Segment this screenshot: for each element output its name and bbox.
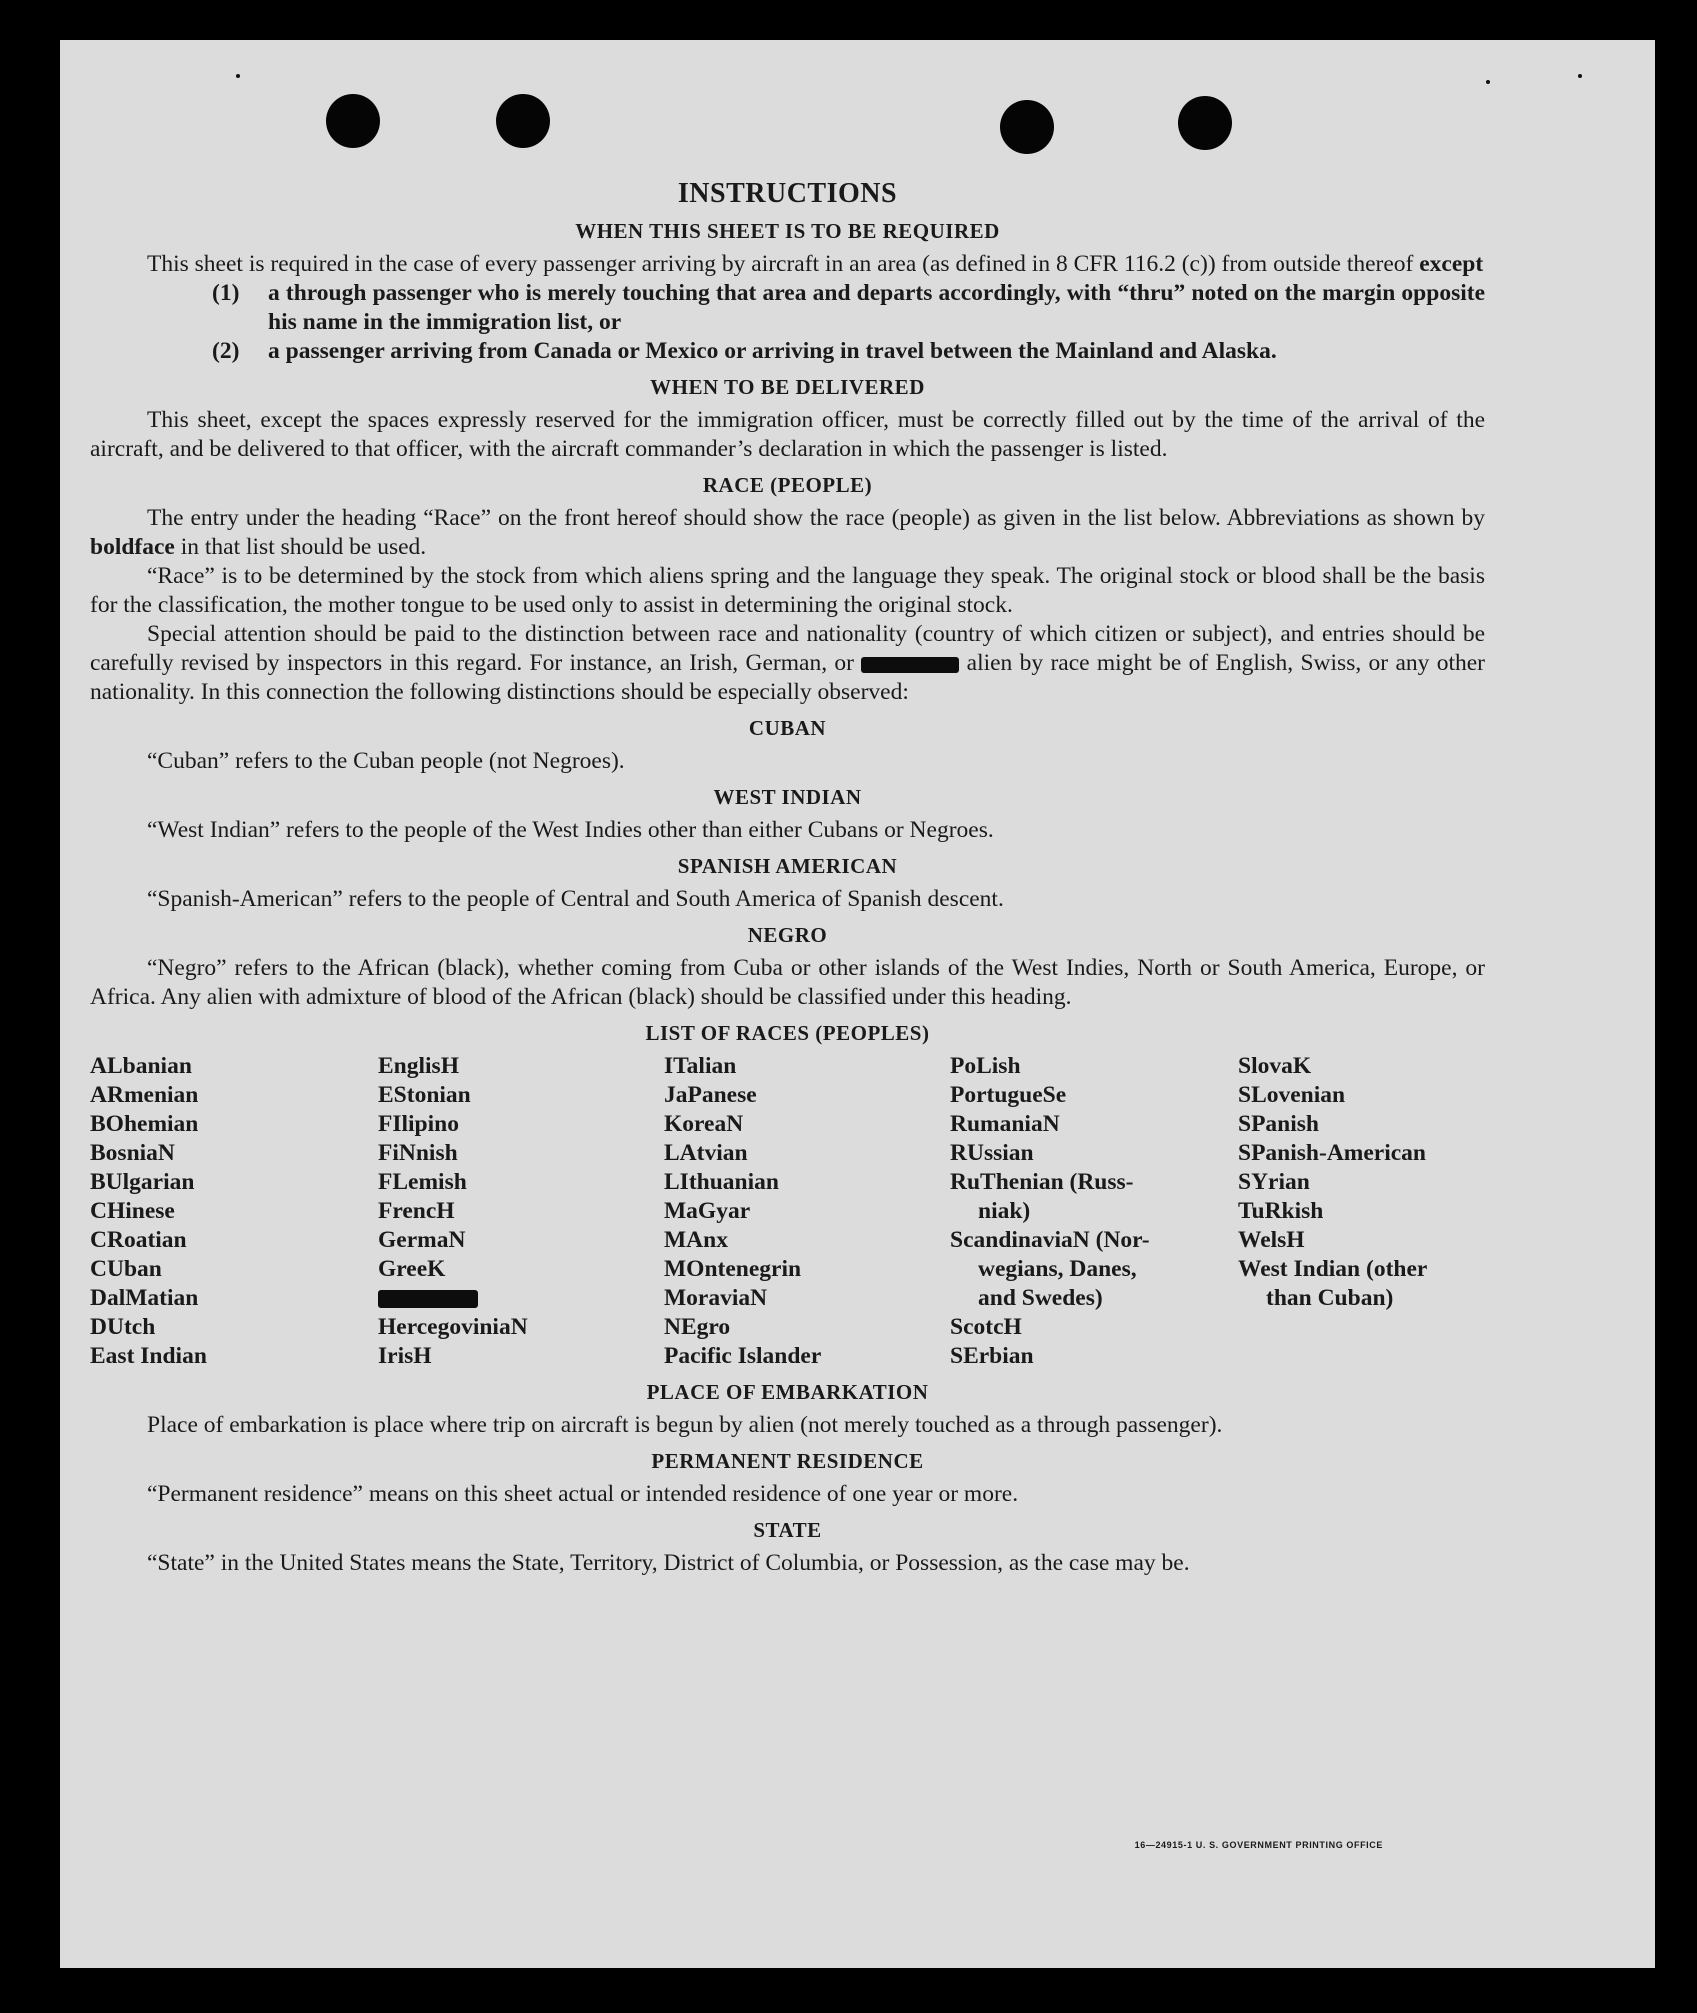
race-entry: DalMatian (90, 1285, 199, 1311)
race-column-4 (950, 1052, 1238, 1371)
race-entry: PoLish (950, 1053, 1021, 1079)
negro-paragraph: “Negro” refers to the African (black), whether coming from Cuba or other islands of the West Indies, North or South America, Europe, or Africa. Any alien with admixture of blood of the African (black) should be classified under this heading. (90, 955, 1485, 1010)
race-entry: DUtch (90, 1314, 156, 1340)
section-heading-race-list: LIST OF RACES (PEOPLES) (645, 1021, 930, 1045)
section-heading-delivered: WHEN TO BE DELIVERED (650, 375, 925, 399)
punch-hole (326, 94, 380, 148)
residence-paragraph: “Permanent residence” means on this sheet actual or intended residence of one year or more. (147, 1481, 1019, 1507)
race-entry: PortugueSe (950, 1082, 1067, 1108)
race-entry-continued: niak) (978, 1198, 1031, 1224)
spanish-american-paragraph: “Spanish-American” refers to the people of Central and South America of Spanish descent. (147, 886, 1004, 912)
race-column-1 (90, 1052, 378, 1371)
section-heading-spanish-american: SPANISH AMERICAN (677, 854, 898, 878)
required-paragraph: This sheet is required in the case of every passenger arriving by aircraft in an area (as defined in 8 CFR 116.2 (c)) from outside thereof except (147, 251, 1484, 277)
race-entry: CHinese (90, 1198, 175, 1224)
race-entry: West Indian (other (1238, 1256, 1428, 1282)
section-heading-race: RACE (PEOPLE) (702, 473, 873, 497)
race-entry: BOhemian (90, 1111, 199, 1137)
instructions-content (90, 178, 1485, 1578)
race-entry: ScandinaviaN (Nor- (950, 1227, 1150, 1253)
race-entry: RumaniaN (950, 1111, 1060, 1137)
cuban-paragraph: “Cuban” refers to the Cuban people (not Negroes). (147, 748, 625, 774)
state-paragraph: “State” in the United States means the State, Territory, District of Columbia, or Possession, as the case may be. (147, 1550, 1190, 1576)
race-entry: SlovaK (1238, 1053, 1312, 1079)
race-entry: SPanish (1238, 1111, 1319, 1137)
race-entry: JaPanese (664, 1082, 757, 1108)
race-entry: SYrian (1238, 1169, 1310, 1195)
race-entry: GermaN (378, 1227, 466, 1253)
page-title: INSTRUCTIONS (677, 178, 898, 209)
exception-item-1: (1) a through passenger who is merely touching that area and departs accordingly, with “thru” noted on the margin opposite his name in the immigration list, or (212, 280, 1485, 335)
race-entry: GreeK (378, 1256, 446, 1282)
race-entry: ARmenian (90, 1082, 199, 1108)
redacted-race-entry (378, 1284, 664, 1313)
race-entry: HercegoviniaN (378, 1314, 528, 1340)
section-heading-residence: PERMANENT RESIDENCE (651, 1449, 924, 1473)
punch-hole (496, 94, 550, 148)
ink-speck (236, 74, 240, 78)
race-entry: Pacific Islander (664, 1343, 822, 1369)
section-heading-cuban: CUBAN (748, 716, 827, 740)
race-paragraph-3: Special attention should be paid to the distinction between race and nationality (country of which citizen or subject), and entries should be carefully revised by inspectors in this regard. For instance, an Irish, German, or alien by race might be of English, Swiss, or any other nationality. In this connection the following distinctions should be especially observed: (90, 621, 1485, 705)
race-entry: RuThenian (Russ- (950, 1169, 1134, 1195)
race-entry: FLemish (378, 1169, 467, 1195)
section-heading-negro: NEGRO (747, 923, 828, 947)
race-entry: TuRkish (1238, 1198, 1324, 1224)
ink-speck (1578, 74, 1582, 78)
race-entry: SLovenian (1238, 1082, 1346, 1108)
printing-office-code: 16—24915-1 U. S. GOVERNMENT PRINTING OFFICE (1134, 1840, 1383, 1850)
race-entry: ScotcH (950, 1314, 1022, 1340)
section-heading-state: STATE (753, 1518, 822, 1542)
race-entry: WelsH (1238, 1227, 1305, 1253)
race-entry: FiNnish (378, 1140, 458, 1166)
race-entry: KoreaN (664, 1111, 744, 1137)
delivered-paragraph: This sheet, except the spaces expressly reserved for the immigration officer, must be correctly filled out by the time of the arrival of the aircraft, and be delivered to that officer, with the aircraft commander’s declaration in which the passenger is listed. (90, 407, 1485, 462)
race-entry: SPanish-American (1238, 1140, 1426, 1166)
race-entry: East Indian (90, 1343, 207, 1369)
west-indian-paragraph: “West Indian” refers to the people of the West Indies other than either Cubans or Negroes. (147, 817, 994, 843)
race-paragraph-1: The entry under the heading “Race” on the front hereof should show the race (people) as given in the list below. Abbreviations as shown by boldface in that list should be used. (90, 505, 1485, 560)
section-heading-embarkation: PLACE OF EMBARKATION (646, 1380, 929, 1404)
race-entry-continued: and Swedes) (978, 1285, 1103, 1311)
race-entry: MAnx (664, 1227, 728, 1253)
race-entry: EnglisH (378, 1053, 459, 1079)
section-heading-west-indian: WEST INDIAN (713, 785, 862, 809)
race-entry: CRoatian (90, 1227, 187, 1253)
race-column-2 (378, 1052, 664, 1371)
race-column-5 (1238, 1052, 1485, 1371)
race-entry: BUlgarian (90, 1169, 195, 1195)
race-entry: BosniaN (90, 1140, 175, 1166)
race-entry: NEgro (664, 1314, 731, 1340)
race-entry: RUssian (950, 1140, 1034, 1166)
race-entry-continued: wegians, Danes, (978, 1256, 1137, 1282)
race-entry: LAtvian (664, 1140, 748, 1166)
redaction-mark (861, 657, 959, 673)
race-column-3 (664, 1052, 950, 1371)
race-entry: FrencH (378, 1198, 455, 1224)
redaction-mark (378, 1290, 478, 1308)
race-entry: ITalian (664, 1053, 737, 1079)
ink-speck (1486, 80, 1490, 84)
race-entry: MoraviaN (664, 1285, 768, 1311)
document-sheet (60, 40, 1655, 1968)
race-entry-continued: than Cuban) (1266, 1285, 1394, 1311)
punch-hole (1000, 100, 1054, 154)
punch-hole (1178, 96, 1232, 150)
race-list (90, 1052, 1485, 1371)
race-entry: FIlipino (378, 1111, 459, 1137)
race-entry: EStonian (378, 1082, 471, 1108)
section-heading-required: WHEN THIS SHEET IS TO BE REQUIRED (575, 219, 1000, 243)
race-entry: MaGyar (664, 1198, 751, 1224)
race-paragraph-2: “Race” is to be determined by the stock from which aliens spring and the language they speak. The original stock or blood shall be the basis for the classification, the mother tongue to be used only to assist in determining the original stock. (90, 563, 1485, 618)
exception-item-2: (2) a passenger arriving from Canada or Mexico or arriving in travel between the Mainland and Alaska. (212, 338, 1277, 364)
race-entry: ALbanian (90, 1053, 192, 1079)
race-entry: LIthuanian (664, 1169, 779, 1195)
embarkation-paragraph: Place of embarkation is place where trip on aircraft is begun by alien (not merely touched as a through passenger). (147, 1412, 1223, 1438)
race-entry: IrisH (378, 1343, 432, 1369)
race-entry: MOntenegrin (664, 1256, 802, 1282)
race-entry: SErbian (950, 1343, 1034, 1369)
race-entry: CUban (90, 1256, 162, 1282)
